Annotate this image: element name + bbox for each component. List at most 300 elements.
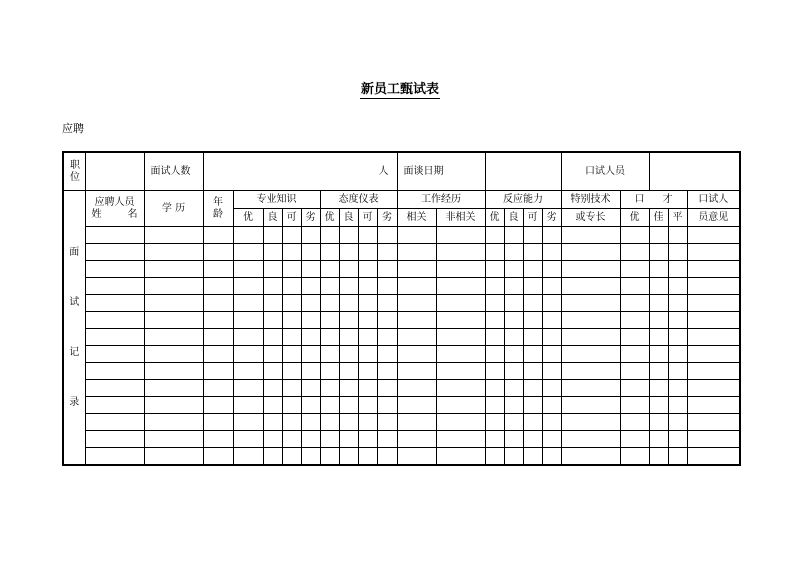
table-cell[interactable] (436, 295, 485, 312)
table-cell[interactable] (620, 295, 649, 312)
table-cell[interactable] (397, 346, 436, 363)
table-cell[interactable] (687, 295, 740, 312)
table-cell[interactable] (649, 329, 668, 346)
table-cell[interactable] (542, 397, 561, 414)
table-cell[interactable] (203, 295, 233, 312)
table-cell[interactable] (144, 312, 203, 329)
table-cell[interactable] (358, 380, 377, 397)
table-cell[interactable] (85, 278, 144, 295)
table-cell[interactable] (504, 431, 523, 448)
table-cell[interactable] (649, 363, 668, 380)
table-cell[interactable] (377, 261, 397, 278)
table-cell[interactable] (377, 244, 397, 261)
table-cell[interactable] (282, 261, 301, 278)
table-cell[interactable] (358, 448, 377, 466)
table-cell[interactable] (436, 346, 485, 363)
table-cell[interactable] (203, 244, 233, 261)
table-cell[interactable] (649, 244, 668, 261)
table-cell[interactable] (282, 244, 301, 261)
table-cell[interactable] (301, 329, 320, 346)
table-cell[interactable] (358, 261, 377, 278)
table-cell[interactable] (620, 431, 649, 448)
table-cell[interactable] (301, 261, 320, 278)
table-cell[interactable] (263, 363, 282, 380)
table-cell[interactable] (542, 227, 561, 244)
table-cell[interactable] (144, 261, 203, 278)
table-cell[interactable] (504, 346, 523, 363)
table-cell[interactable] (397, 312, 436, 329)
table-cell[interactable] (377, 414, 397, 431)
table-cell[interactable] (649, 346, 668, 363)
table-cell[interactable] (649, 295, 668, 312)
table-cell[interactable] (339, 244, 358, 261)
table-cell[interactable] (263, 329, 282, 346)
table-cell[interactable] (485, 261, 504, 278)
table-cell[interactable] (377, 227, 397, 244)
table-cell[interactable] (504, 448, 523, 466)
table-cell[interactable] (397, 380, 436, 397)
interview-date-field[interactable] (485, 152, 561, 191)
table-cell[interactable] (203, 278, 233, 295)
table-cell[interactable] (320, 295, 339, 312)
table-cell[interactable] (144, 431, 203, 448)
table-cell[interactable] (320, 431, 339, 448)
table-cell[interactable] (203, 227, 233, 244)
table-cell[interactable] (542, 278, 561, 295)
table-cell[interactable] (85, 414, 144, 431)
table-cell[interactable] (85, 380, 144, 397)
table-cell[interactable] (649, 414, 668, 431)
table-cell[interactable] (620, 312, 649, 329)
table-cell[interactable] (687, 363, 740, 380)
table-cell[interactable] (485, 227, 504, 244)
table-cell[interactable] (523, 227, 542, 244)
table-cell[interactable] (523, 278, 542, 295)
table-cell[interactable] (263, 227, 282, 244)
table-cell[interactable] (282, 397, 301, 414)
table-cell[interactable] (377, 312, 397, 329)
table-cell[interactable] (263, 414, 282, 431)
table-cell[interactable] (233, 312, 263, 329)
table-cell[interactable] (561, 244, 620, 261)
table-cell[interactable] (561, 431, 620, 448)
table-cell[interactable] (358, 363, 377, 380)
table-cell[interactable] (320, 448, 339, 466)
table-cell[interactable] (282, 431, 301, 448)
table-cell[interactable] (687, 380, 740, 397)
table-cell[interactable] (282, 346, 301, 363)
table-cell[interactable] (542, 261, 561, 278)
interview-count-field[interactable]: 人 (203, 152, 397, 191)
table-cell[interactable] (377, 448, 397, 466)
table-cell[interactable] (620, 261, 649, 278)
table-cell[interactable] (358, 312, 377, 329)
table-cell[interactable] (85, 295, 144, 312)
table-cell[interactable] (358, 397, 377, 414)
table-cell[interactable] (233, 448, 263, 466)
table-cell[interactable] (203, 312, 233, 329)
table-cell[interactable] (620, 397, 649, 414)
table-cell[interactable] (504, 380, 523, 397)
table-cell[interactable] (377, 397, 397, 414)
table-cell[interactable] (203, 380, 233, 397)
table-cell[interactable] (263, 244, 282, 261)
table-cell[interactable] (649, 431, 668, 448)
table-cell[interactable] (668, 329, 687, 346)
table-cell[interactable] (687, 227, 740, 244)
table-cell[interactable] (523, 312, 542, 329)
table-cell[interactable] (523, 363, 542, 380)
table-cell[interactable] (436, 414, 485, 431)
table-cell[interactable] (668, 414, 687, 431)
table-cell[interactable] (320, 414, 339, 431)
table-cell[interactable] (485, 363, 504, 380)
table-cell[interactable] (358, 278, 377, 295)
table-cell[interactable] (649, 261, 668, 278)
table-cell[interactable] (485, 397, 504, 414)
table-cell[interactable] (620, 363, 649, 380)
table-cell[interactable] (523, 329, 542, 346)
table-cell[interactable] (263, 346, 282, 363)
table-cell[interactable] (339, 346, 358, 363)
table-cell[interactable] (649, 278, 668, 295)
table-cell[interactable] (85, 363, 144, 380)
table-cell[interactable] (620, 329, 649, 346)
table-cell[interactable] (504, 278, 523, 295)
table-cell[interactable] (301, 431, 320, 448)
table-cell[interactable] (485, 244, 504, 261)
table-cell[interactable] (339, 278, 358, 295)
table-cell[interactable] (203, 397, 233, 414)
table-cell[interactable] (282, 295, 301, 312)
table-cell[interactable] (397, 295, 436, 312)
table-cell[interactable] (233, 431, 263, 448)
table-cell[interactable] (523, 397, 542, 414)
table-cell[interactable] (377, 346, 397, 363)
table-cell[interactable] (377, 380, 397, 397)
table-cell[interactable] (504, 244, 523, 261)
table-cell[interactable] (339, 295, 358, 312)
table-cell[interactable] (263, 278, 282, 295)
table-cell[interactable] (649, 227, 668, 244)
table-cell[interactable] (620, 244, 649, 261)
table-cell[interactable] (233, 227, 263, 244)
table-cell[interactable] (301, 363, 320, 380)
table-cell[interactable] (339, 380, 358, 397)
table-cell[interactable] (263, 261, 282, 278)
table-cell[interactable] (397, 278, 436, 295)
table-cell[interactable] (377, 278, 397, 295)
table-cell[interactable] (687, 278, 740, 295)
table-cell[interactable] (144, 380, 203, 397)
table-cell[interactable] (320, 329, 339, 346)
table-cell[interactable] (320, 380, 339, 397)
table-cell[interactable] (233, 397, 263, 414)
table-cell[interactable] (620, 227, 649, 244)
table-cell[interactable] (358, 346, 377, 363)
table-cell[interactable] (282, 312, 301, 329)
table-cell[interactable] (85, 448, 144, 466)
table-cell[interactable] (320, 261, 339, 278)
table-cell[interactable] (561, 261, 620, 278)
table-cell[interactable] (620, 346, 649, 363)
table-cell[interactable] (144, 363, 203, 380)
table-cell[interactable] (301, 397, 320, 414)
table-cell[interactable] (561, 363, 620, 380)
table-cell[interactable] (668, 397, 687, 414)
table-cell[interactable] (668, 448, 687, 466)
table-cell[interactable] (339, 261, 358, 278)
table-cell[interactable] (203, 431, 233, 448)
table-cell[interactable] (320, 278, 339, 295)
table-cell[interactable] (203, 448, 233, 466)
table-cell[interactable] (687, 448, 740, 466)
table-cell[interactable] (358, 329, 377, 346)
table-cell[interactable] (436, 227, 485, 244)
table-cell[interactable] (301, 346, 320, 363)
table-cell[interactable] (668, 312, 687, 329)
table-cell[interactable] (397, 227, 436, 244)
table-cell[interactable] (233, 363, 263, 380)
table-cell[interactable] (485, 431, 504, 448)
table-cell[interactable] (436, 329, 485, 346)
table-cell[interactable] (542, 414, 561, 431)
table-cell[interactable] (504, 363, 523, 380)
table-cell[interactable] (436, 244, 485, 261)
table-cell[interactable] (85, 227, 144, 244)
table-cell[interactable] (358, 431, 377, 448)
table-cell[interactable] (320, 397, 339, 414)
table-cell[interactable] (485, 295, 504, 312)
table-cell[interactable] (233, 380, 263, 397)
table-cell[interactable] (339, 329, 358, 346)
table-cell[interactable] (523, 261, 542, 278)
table-cell[interactable] (233, 278, 263, 295)
table-cell[interactable] (397, 414, 436, 431)
table-cell[interactable] (485, 380, 504, 397)
table-cell[interactable] (263, 448, 282, 466)
table-cell[interactable] (301, 227, 320, 244)
table-cell[interactable] (485, 346, 504, 363)
table-cell[interactable] (561, 397, 620, 414)
table-cell[interactable] (144, 346, 203, 363)
table-cell[interactable] (377, 363, 397, 380)
table-cell[interactable] (282, 227, 301, 244)
table-cell[interactable] (523, 448, 542, 466)
table-cell[interactable] (339, 312, 358, 329)
table-cell[interactable] (144, 448, 203, 466)
table-cell[interactable] (203, 329, 233, 346)
table-cell[interactable] (85, 329, 144, 346)
table-cell[interactable] (649, 380, 668, 397)
table-cell[interactable] (233, 261, 263, 278)
table-cell[interactable] (203, 363, 233, 380)
interviewer-field[interactable] (649, 152, 740, 191)
table-cell[interactable] (144, 244, 203, 261)
table-cell[interactable] (485, 278, 504, 295)
table-cell[interactable] (263, 431, 282, 448)
table-cell[interactable] (301, 278, 320, 295)
table-cell[interactable] (542, 329, 561, 346)
table-cell[interactable] (397, 363, 436, 380)
table-cell[interactable] (542, 380, 561, 397)
table-cell[interactable] (620, 380, 649, 397)
table-cell[interactable] (542, 363, 561, 380)
table-cell[interactable] (687, 414, 740, 431)
table-cell[interactable] (542, 244, 561, 261)
table-cell[interactable] (233, 244, 263, 261)
table-cell[interactable] (649, 312, 668, 329)
table-cell[interactable] (523, 380, 542, 397)
table-cell[interactable] (485, 448, 504, 466)
table-cell[interactable] (377, 431, 397, 448)
table-cell[interactable] (282, 363, 301, 380)
table-cell[interactable] (358, 295, 377, 312)
table-cell[interactable] (542, 448, 561, 466)
table-cell[interactable] (504, 227, 523, 244)
table-cell[interactable] (485, 414, 504, 431)
table-cell[interactable] (263, 380, 282, 397)
table-cell[interactable] (397, 261, 436, 278)
table-cell[interactable] (85, 346, 144, 363)
table-cell[interactable] (542, 346, 561, 363)
table-cell[interactable] (561, 227, 620, 244)
table-cell[interactable] (397, 448, 436, 466)
table-cell[interactable] (561, 346, 620, 363)
table-cell[interactable] (436, 448, 485, 466)
table-cell[interactable] (668, 346, 687, 363)
table-cell[interactable] (523, 414, 542, 431)
table-cell[interactable] (397, 431, 436, 448)
table-cell[interactable] (668, 363, 687, 380)
table-cell[interactable] (620, 448, 649, 466)
table-cell[interactable] (320, 363, 339, 380)
table-cell[interactable] (620, 278, 649, 295)
table-cell[interactable] (668, 380, 687, 397)
table-cell[interactable] (561, 312, 620, 329)
table-cell[interactable] (301, 414, 320, 431)
table-cell[interactable] (282, 380, 301, 397)
table-cell[interactable] (320, 346, 339, 363)
table-cell[interactable] (339, 414, 358, 431)
table-cell[interactable] (144, 329, 203, 346)
table-cell[interactable] (485, 312, 504, 329)
table-cell[interactable] (301, 312, 320, 329)
table-cell[interactable] (339, 227, 358, 244)
table-cell[interactable] (687, 329, 740, 346)
table-cell[interactable] (282, 329, 301, 346)
table-cell[interactable] (620, 414, 649, 431)
table-cell[interactable] (436, 278, 485, 295)
table-cell[interactable] (436, 261, 485, 278)
table-cell[interactable] (397, 329, 436, 346)
table-cell[interactable] (436, 363, 485, 380)
table-cell[interactable] (320, 312, 339, 329)
table-cell[interactable] (263, 295, 282, 312)
table-cell[interactable] (85, 244, 144, 261)
table-cell[interactable] (320, 227, 339, 244)
table-cell[interactable] (358, 227, 377, 244)
table-cell[interactable] (203, 261, 233, 278)
table-cell[interactable] (436, 312, 485, 329)
table-cell[interactable] (358, 244, 377, 261)
table-cell[interactable] (203, 346, 233, 363)
table-cell[interactable] (485, 329, 504, 346)
table-cell[interactable] (523, 431, 542, 448)
table-cell[interactable] (397, 397, 436, 414)
table-cell[interactable] (358, 414, 377, 431)
table-cell[interactable] (561, 448, 620, 466)
table-cell[interactable] (687, 346, 740, 363)
table-cell[interactable] (85, 431, 144, 448)
table-cell[interactable] (561, 278, 620, 295)
table-cell[interactable] (339, 363, 358, 380)
table-cell[interactable] (561, 380, 620, 397)
table-cell[interactable] (397, 244, 436, 261)
table-cell[interactable] (649, 397, 668, 414)
table-cell[interactable] (339, 431, 358, 448)
table-cell[interactable] (523, 295, 542, 312)
table-cell[interactable] (282, 448, 301, 466)
table-cell[interactable] (144, 414, 203, 431)
table-cell[interactable] (687, 244, 740, 261)
table-cell[interactable] (504, 397, 523, 414)
table-cell[interactable] (301, 244, 320, 261)
table-cell[interactable] (668, 244, 687, 261)
table-cell[interactable] (561, 295, 620, 312)
table-cell[interactable] (301, 380, 320, 397)
table-cell[interactable] (233, 295, 263, 312)
table-cell[interactable] (668, 261, 687, 278)
table-cell[interactable] (85, 312, 144, 329)
table-cell[interactable] (523, 346, 542, 363)
table-cell[interactable] (144, 227, 203, 244)
table-cell[interactable] (668, 227, 687, 244)
table-cell[interactable] (504, 295, 523, 312)
table-cell[interactable] (436, 380, 485, 397)
table-cell[interactable] (320, 244, 339, 261)
table-cell[interactable] (436, 397, 485, 414)
table-cell[interactable] (504, 329, 523, 346)
table-cell[interactable] (301, 448, 320, 466)
table-cell[interactable] (233, 346, 263, 363)
table-cell[interactable] (377, 295, 397, 312)
table-cell[interactable] (542, 312, 561, 329)
table-cell[interactable] (144, 295, 203, 312)
table-cell[interactable] (687, 261, 740, 278)
table-cell[interactable] (504, 312, 523, 329)
table-cell[interactable] (85, 397, 144, 414)
table-cell[interactable] (282, 278, 301, 295)
table-cell[interactable] (504, 261, 523, 278)
table-cell[interactable] (504, 414, 523, 431)
table-cell[interactable] (233, 329, 263, 346)
table-cell[interactable] (542, 295, 561, 312)
table-cell[interactable] (144, 397, 203, 414)
table-cell[interactable] (687, 312, 740, 329)
table-cell[interactable] (263, 312, 282, 329)
table-cell[interactable] (282, 414, 301, 431)
table-cell[interactable] (561, 414, 620, 431)
job-position-field[interactable] (85, 152, 144, 191)
table-cell[interactable] (649, 448, 668, 466)
table-cell[interactable] (85, 261, 144, 278)
table-cell[interactable] (542, 431, 561, 448)
table-cell[interactable] (263, 397, 282, 414)
table-cell[interactable] (668, 431, 687, 448)
table-cell[interactable] (523, 244, 542, 261)
table-cell[interactable] (144, 278, 203, 295)
